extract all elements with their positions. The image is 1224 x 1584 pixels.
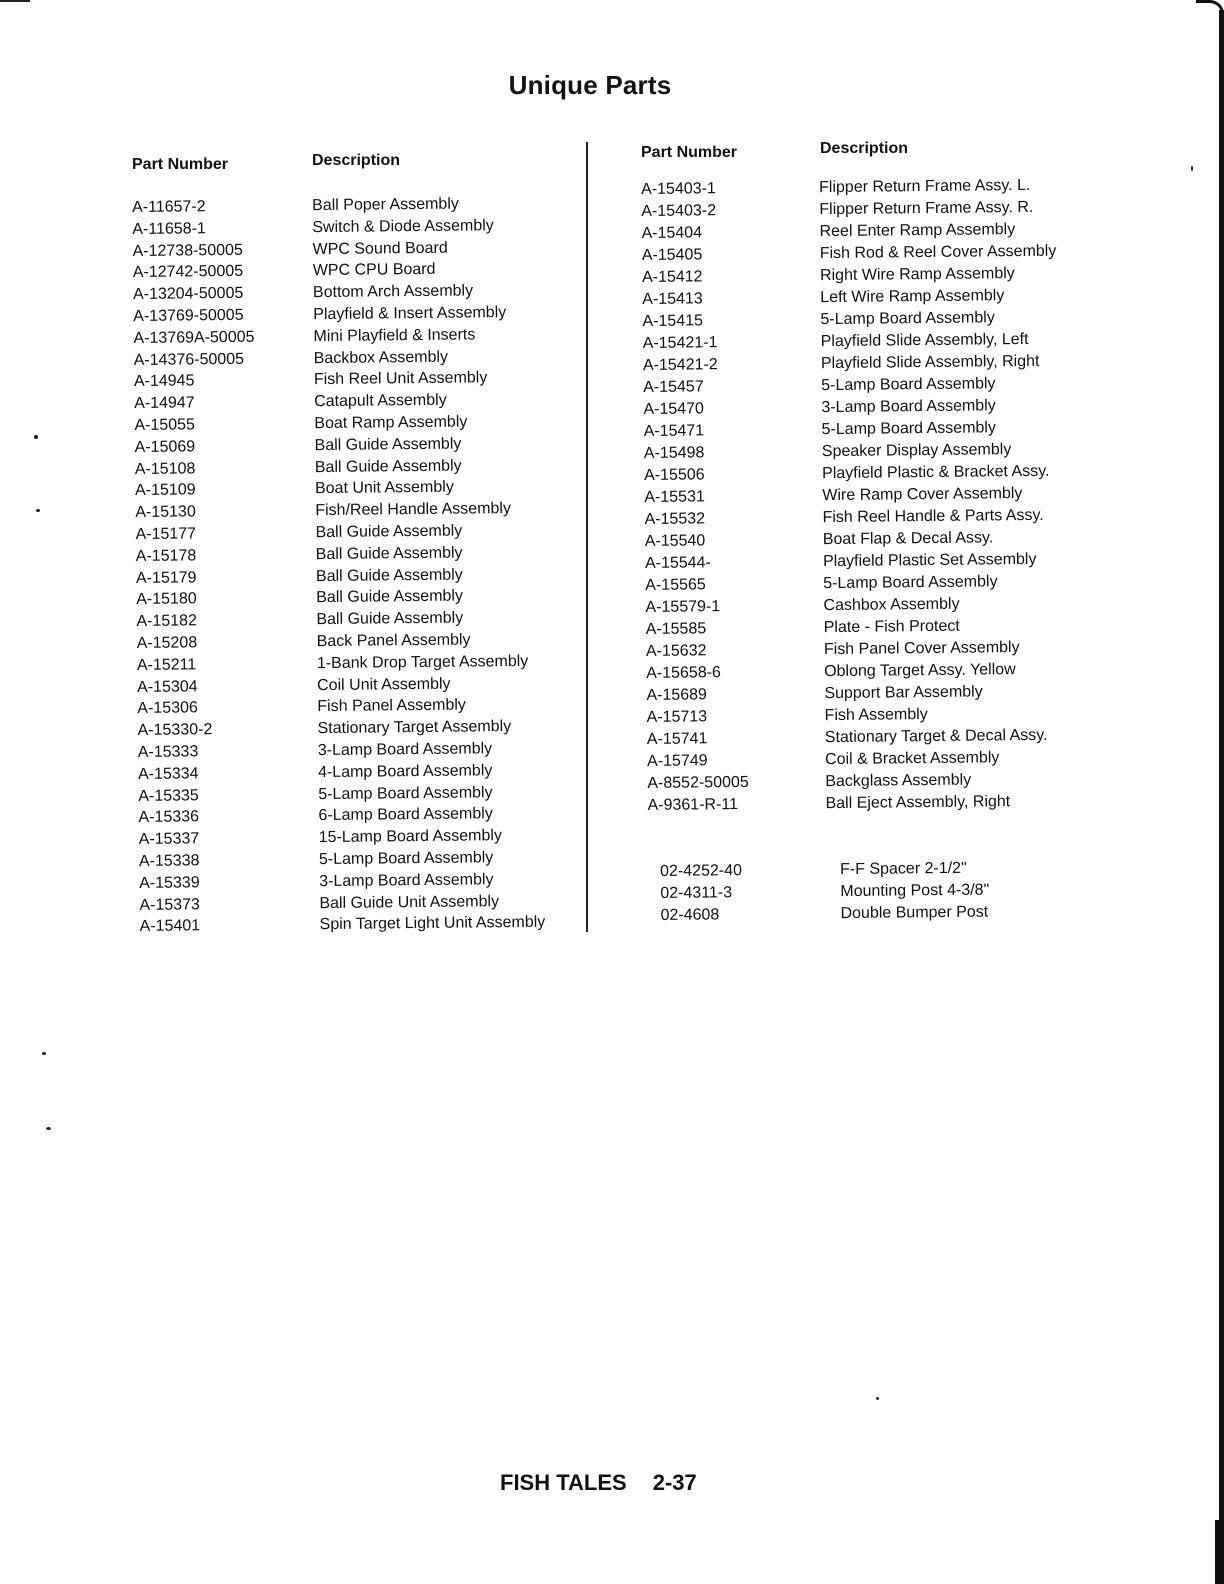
part-description: Playfield Plastic Set Assembly bbox=[822, 550, 1037, 571]
part-number: A-15211 bbox=[136, 656, 197, 674]
part-description: 5-Lamp Board Assembly bbox=[821, 375, 996, 395]
part-description: WPC Sound Board bbox=[312, 239, 448, 258]
part-description: 3-Lamp Board Assembly bbox=[319, 871, 494, 890]
part-number: A-15069 bbox=[134, 438, 196, 456]
part-description: Ball Guide Assembly bbox=[316, 609, 464, 629]
part-description: Speaker Display Assembly bbox=[821, 441, 1012, 461]
right-description-header: Description bbox=[820, 140, 909, 157]
part-number: A-15339 bbox=[139, 874, 200, 892]
part-number: A-15336 bbox=[138, 808, 200, 827]
part-description: Mounting Post 4-3/8" bbox=[840, 881, 990, 901]
part-description: Switch & Diode Assembly bbox=[312, 217, 494, 236]
part-description: Catapult Assembly bbox=[314, 391, 447, 411]
part-number: A-15373 bbox=[139, 895, 201, 914]
part-number: A-14947 bbox=[134, 394, 195, 413]
part-description: Backbox Assembly bbox=[313, 348, 449, 367]
part-number: A-14945 bbox=[133, 372, 195, 391]
part-description: Playfield Slide Assembly, Left bbox=[820, 330, 1029, 351]
part-number: A-11658-1 bbox=[132, 220, 206, 238]
part-description: Boat Flap & Decal Assy. bbox=[822, 529, 994, 549]
part-description: 5-Lamp Board Assembly bbox=[823, 573, 998, 593]
part-description: Stationary Target Assembly bbox=[317, 718, 512, 738]
part-number: A-15404 bbox=[641, 224, 703, 242]
left-description-header: Description bbox=[312, 152, 401, 169]
part-number: A-15130 bbox=[135, 503, 196, 522]
footer-book-title: FISH TALES bbox=[500, 1470, 627, 1495]
part-number: A-15585 bbox=[645, 620, 707, 638]
part-number: A-11657-2 bbox=[132, 198, 206, 216]
scan-speck bbox=[36, 509, 40, 512]
part-number: A-15413 bbox=[642, 290, 703, 308]
part-description: F-F Spacer 2-1/2" bbox=[840, 859, 967, 879]
part-number: A-15532 bbox=[644, 510, 706, 528]
part-description: 5-Lamp Board Assembly bbox=[318, 849, 494, 869]
scan-speck bbox=[46, 1127, 51, 1130]
part-description: Flipper Return Frame Assy. L. bbox=[819, 176, 1031, 197]
part-description: Fish Panel Assembly bbox=[317, 696, 466, 716]
part-description: Fish Reel Unit Assembly bbox=[313, 369, 488, 389]
part-number: A-15457 bbox=[643, 378, 704, 396]
part-number: A-15337 bbox=[138, 830, 200, 849]
part-number: A-15401 bbox=[139, 917, 201, 936]
part-description: 1-Bank Drop Target Assembly bbox=[316, 652, 529, 672]
part-number: 02-4311-3 bbox=[660, 884, 733, 902]
part-description: Plate - Fish Protect bbox=[823, 617, 960, 637]
part-number: A-12742-50005 bbox=[132, 263, 244, 282]
part-number: A-15334 bbox=[137, 765, 199, 783]
part-number: A-12738-50005 bbox=[132, 241, 243, 260]
part-number: A-13204-50005 bbox=[132, 285, 244, 304]
part-number: A-14376-50005 bbox=[133, 350, 245, 369]
part-number: A-15506 bbox=[644, 466, 705, 484]
part-description: Ball Eject Assembly, Right bbox=[825, 793, 1011, 813]
column-divider bbox=[586, 142, 588, 932]
scan-speck bbox=[1191, 166, 1193, 171]
part-description: Support Bar Assembly bbox=[824, 683, 983, 703]
part-number: A-15544- bbox=[644, 554, 711, 572]
part-number: A-15531 bbox=[644, 488, 705, 506]
part-description: 6-Lamp Board Assembly bbox=[318, 805, 493, 825]
footer-page-number: 2-37 bbox=[652, 1470, 697, 1495]
page-title: Unique Parts bbox=[508, 70, 672, 100]
part-number: A-15180 bbox=[136, 590, 197, 609]
part-number: A-15540 bbox=[644, 532, 706, 550]
scan-speck bbox=[42, 1052, 46, 1055]
part-description: 15-Lamp Board Assembly bbox=[318, 827, 503, 847]
part-number: A-15689 bbox=[646, 686, 707, 704]
part-number: A-15182 bbox=[136, 612, 198, 631]
right-part-number-header: Part Number bbox=[641, 144, 738, 161]
part-description: Playfield Plastic & Bracket Assy. bbox=[822, 462, 1050, 483]
part-description: Double Bumper Post bbox=[840, 903, 989, 923]
part-number: A-15403-1 bbox=[641, 180, 716, 198]
part-number: A-15421-2 bbox=[642, 356, 718, 374]
part-number: 02-4252-40 bbox=[660, 862, 743, 880]
part-description: Coil & Bracket Assembly bbox=[825, 749, 1000, 769]
part-number: A-15335 bbox=[138, 786, 199, 805]
part-description: Spin Target Light Unit Assembly bbox=[319, 914, 546, 934]
part-number: A-8552-50005 bbox=[647, 773, 749, 792]
part-description: Right Wire Ramp Assembly bbox=[819, 265, 1015, 285]
part-number: A-15055 bbox=[134, 416, 195, 434]
part-description: Playfield & Insert Assembly bbox=[313, 304, 507, 324]
part-number: A-15177 bbox=[135, 525, 197, 543]
part-number: A-15108 bbox=[134, 459, 196, 478]
scan-edge-right bbox=[1219, 10, 1224, 1584]
part-description: Flipper Return Frame Assy. R. bbox=[819, 198, 1034, 219]
part-description: Ball Guide Assembly bbox=[314, 457, 462, 476]
part-description: 5-Lamp Board Assembly bbox=[820, 309, 995, 329]
part-description: Bottom Arch Assembly bbox=[312, 282, 474, 302]
scan-speck bbox=[34, 435, 38, 439]
part-number: A-15565 bbox=[645, 576, 706, 594]
scan-speck bbox=[876, 1397, 879, 1400]
part-number: 02-4608 bbox=[660, 906, 720, 924]
part-number: A-15713 bbox=[646, 708, 708, 726]
part-description: Fish Panel Cover Assembly bbox=[823, 639, 1020, 659]
part-description: 5-Lamp Board Assembly bbox=[821, 419, 997, 439]
part-description: Ball Guide Assembly bbox=[314, 435, 462, 454]
part-description: Fish Rod & Reel Cover Assembly bbox=[819, 242, 1057, 263]
part-number: A-15306 bbox=[137, 699, 198, 718]
part-description: Left Wire Ramp Assembly bbox=[820, 287, 1005, 307]
part-description: Ball Guide Unit Assembly bbox=[319, 892, 500, 912]
part-number: A-15470 bbox=[643, 400, 704, 418]
part-number: A-15415 bbox=[642, 312, 704, 330]
part-description: Fish Reel Handle & Parts Assy. bbox=[822, 506, 1044, 527]
part-description: 3-Lamp Board Assembly bbox=[317, 740, 493, 760]
part-number: A-15749 bbox=[647, 752, 708, 770]
part-description: Mini Playfield & Inserts bbox=[313, 326, 476, 345]
part-description: Ball Guide Assembly bbox=[315, 522, 463, 542]
part-description: Boat Ramp Assembly bbox=[314, 413, 468, 433]
part-number: A-15178 bbox=[135, 547, 197, 565]
part-number: A-15405 bbox=[641, 246, 703, 264]
part-number: A-15632 bbox=[645, 642, 707, 660]
page-footer bbox=[500, 1470, 697, 1496]
part-description: 5-Lamp Board Assembly bbox=[318, 783, 493, 803]
part-description: 3-Lamp Board Assembly bbox=[821, 397, 996, 417]
part-number: A-15741 bbox=[646, 730, 708, 748]
left-part-number-header: Part Number bbox=[132, 156, 229, 173]
part-description: Boat Unit Assembly bbox=[314, 479, 454, 498]
part-description: Oblong Target Assy. Yellow bbox=[824, 661, 1016, 681]
part-number: A-13769A-50005 bbox=[133, 328, 255, 347]
part-description: 4-Lamp Board Assembly bbox=[317, 762, 493, 781]
part-number: A-15304 bbox=[137, 677, 198, 696]
part-description: Reel Enter Ramp Assembly bbox=[819, 221, 1016, 241]
part-number: A-15179 bbox=[135, 568, 197, 587]
part-number: A-15579-1 bbox=[645, 598, 721, 616]
part-number: A-9361-R-11 bbox=[647, 796, 739, 814]
part-description: Ball Guide Assembly bbox=[315, 566, 463, 585]
part-number: A-15333 bbox=[137, 743, 199, 761]
part-number: A-15421-1 bbox=[642, 334, 718, 352]
part-description: Ball Guide Assembly bbox=[315, 544, 463, 563]
part-number: A-15412 bbox=[641, 268, 703, 286]
part-number: A-15208 bbox=[136, 634, 198, 652]
part-description: Stationary Target & Decal Assy. bbox=[824, 726, 1048, 747]
part-description: Ball Poper Assembly bbox=[312, 195, 459, 215]
part-description: Fish Assembly bbox=[824, 706, 928, 725]
part-number: A-13769-50005 bbox=[133, 306, 244, 325]
part-number: A-15498 bbox=[643, 444, 705, 462]
part-description: Playfield Slide Assembly, Right bbox=[820, 352, 1040, 373]
scan-edge-bottom bbox=[1215, 1520, 1224, 1584]
part-description: Backglass Assembly bbox=[825, 771, 972, 791]
part-number: A-15658-6 bbox=[646, 664, 721, 682]
part-description: Fish/Reel Handle Assembly bbox=[315, 500, 512, 520]
part-description: Back Panel Assembly bbox=[316, 631, 471, 651]
part-description: Ball Guide Assembly bbox=[316, 587, 464, 607]
part-number: A-15338 bbox=[138, 852, 200, 870]
part-description: Coil Unit Assembly bbox=[317, 675, 451, 694]
part-description: Wire Ramp Cover Assembly bbox=[822, 485, 1023, 505]
part-number: A-15109 bbox=[134, 481, 196, 500]
part-description: WPC CPU Board bbox=[312, 261, 436, 280]
part-number: A-15330-2 bbox=[137, 721, 213, 740]
part-number: A-15471 bbox=[643, 422, 705, 440]
part-description: Cashbox Assembly bbox=[823, 595, 960, 615]
part-number: A-15403-2 bbox=[641, 202, 717, 220]
scan-edge-top bbox=[0, 0, 30, 2]
